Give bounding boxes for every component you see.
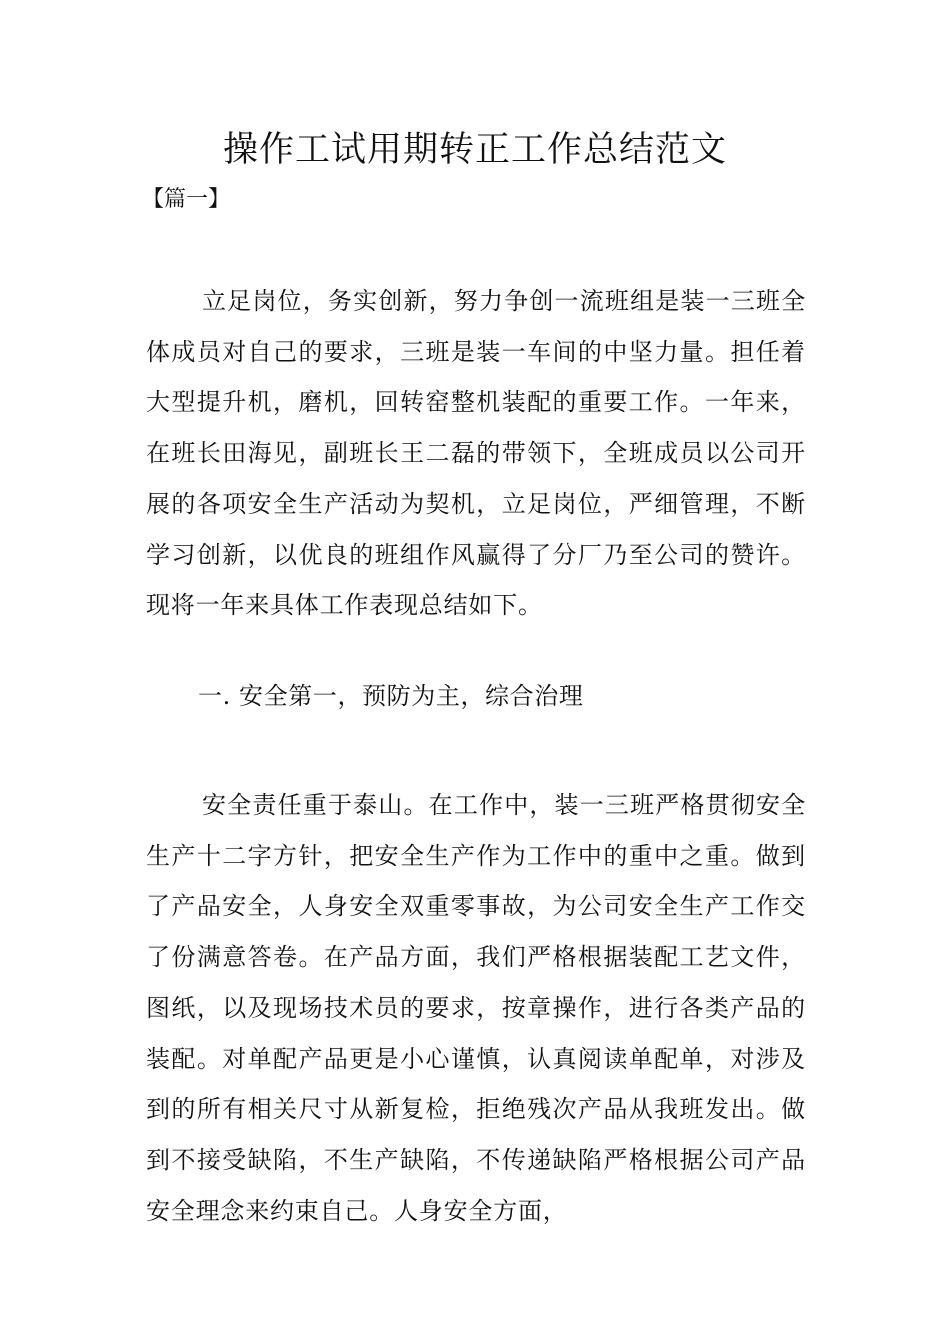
section-heading-safety: 一. 安全第一，预防为主，综合治理 <box>198 682 584 710</box>
paragraph-intro: 立足岗位，务实创新，努力争创一流班组是装一三班全体成员对自己的要求，三班是装一车间的中坚力量。担任着大型提升机，磨机，回转窑整机装配的重要工作。一年来，在班长田海见，副班长王二磊的带领下，全班成员以公司开展的各项安全生产活动为契机，立足岗位，严细管理，不断学习创新，以优良的班组作风赢得了分厂乃至公司的赞许。现将一年来具体工作表现总结如下。 <box>146 287 806 620</box>
paragraph-safety: 安全责任重于泰山。在工作中，装一三班严格贯彻安全生产十二字方针，把安全生产作为工作中的重中之重。做到了产品安全，人身安全双重零事故，为公司安全生产工作交了份满意答卷。在产品方面，我们严格根据装配工艺文件，图纸，以及现场技术员的要求，按章操作，进行各类产品的装配。对单配产品更是小心谨慎，认真阅读单配单，对涉及到的所有相关尺寸从新复检，拒绝残次产品从我班发出。做到不接受缺陷，不生产缺陷，不传递缺陷严格根据公司产品安全理念来约束自己。人身安全方面， <box>146 791 806 1225</box>
section-tag: 【篇一】 <box>142 187 231 212</box>
document-title: 操作工试用期转正工作总结范文 <box>222 130 727 170</box>
